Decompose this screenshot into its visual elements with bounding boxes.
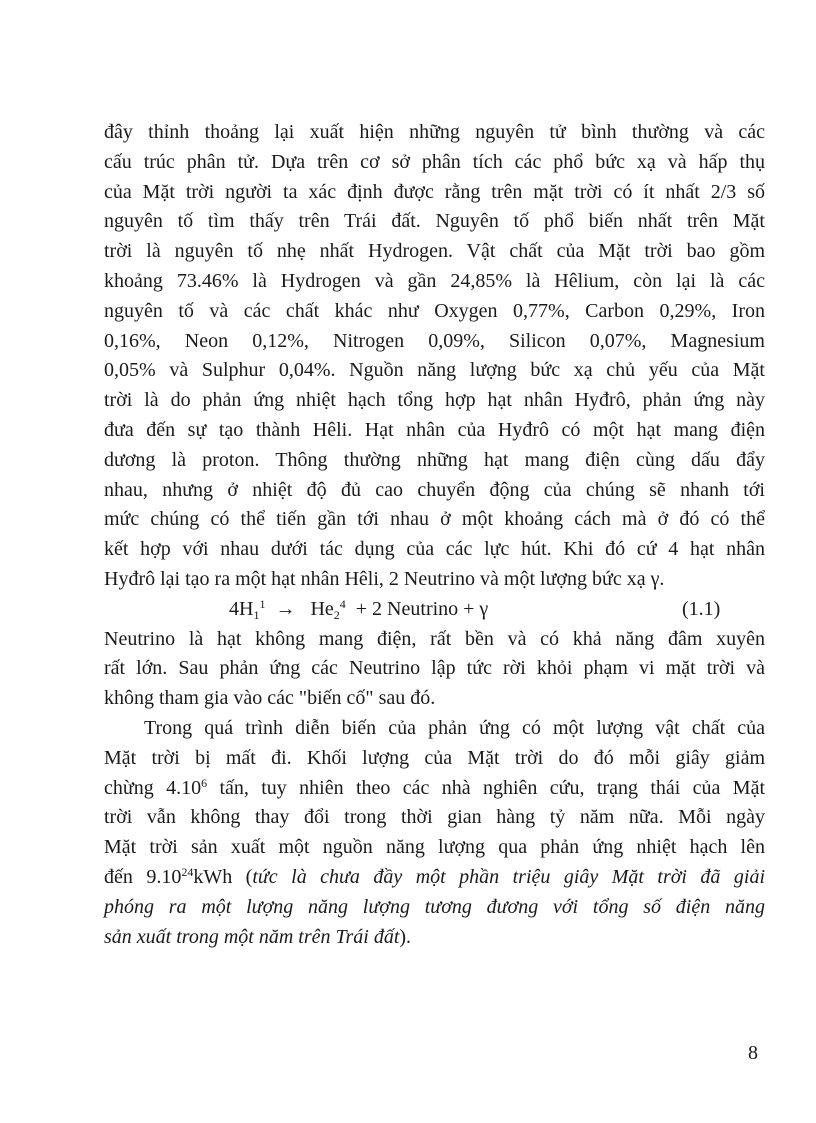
- text-line: nguyên tố tìm thấy trên Trái đất. Nguyên tố phổ biến nhất trên Mặt: [104, 210, 765, 233]
- text-segment: tấn, tuy nhiên theo các nhà nghiên cứu, trạng thái của Mặt: [207, 776, 766, 799]
- paragraph-3: [104, 714, 765, 952]
- reaction-arrow: →: [275, 597, 296, 620]
- text-segment: chừng 4.10: [104, 776, 202, 799]
- text-segment: đến 9.10: [104, 865, 182, 888]
- text-line: dương là proton. Thông thường những hạt mang điện cùng dấu đẩy: [104, 448, 765, 471]
- text-line: không tham gia vào các "biến cố" sau đó.: [104, 687, 436, 710]
- text-line: nhau, nhưng ở nhiệt độ đủ cao chuyển động của chúng sẽ nhanh tới: [104, 478, 765, 501]
- hydrogen-superscript: 1: [259, 596, 266, 611]
- text-line: khoảng 73.46% là Hydrogen và gần 24,85% là Hêlium, còn lại là các: [104, 269, 765, 292]
- page-number: 8: [748, 1042, 758, 1064]
- italic-text: sản xuất trong một năm trên Trái đất: [104, 925, 400, 948]
- equation-number: (1.1): [682, 597, 721, 620]
- text-line: kết hợp với nhau dưới tác dụng của các lực hút. Khi đó cứ 4 hạt nhân: [104, 538, 765, 561]
- paragraph-1: [104, 118, 765, 595]
- text-segment: kWh (: [193, 865, 253, 888]
- text-line: mức chúng có thể tiến gần tới nhau ở một khoảng cách mà ở đó có thể: [104, 508, 765, 531]
- text-segment: ).: [399, 925, 412, 948]
- text-line: trời là nguyên tố nhẹ nhất Hydrogen. Vật chất của Mặt trời bao gồm: [104, 240, 765, 263]
- equation-formula: [229, 595, 488, 625]
- hydrogen-symbol: 4H: [229, 597, 254, 620]
- equation-products: + 2 Neutrino + γ: [355, 597, 489, 620]
- text-line: đưa đến sự tạo thành Hêli. Hạt nhân của Hyđrô có một hạt mang điện: [104, 418, 765, 441]
- text-line: Neutrino là hạt không mang điện, rất bền và có khả năng đâm xuyên: [104, 627, 765, 650]
- text-line: đây thỉnh thoảng lại xuất hiện những nguyên tử bình thường và các: [104, 121, 765, 143]
- text-line: 0,16%, Neon 0,12%, Nitrogen 0,09%, Silicon 0,07%, Magnesium: [104, 329, 765, 352]
- exponent: 24: [181, 864, 194, 879]
- exponent: 6: [201, 775, 208, 790]
- helium-superscript: 4: [339, 596, 346, 611]
- text-line: rất lớn. Sau phản ứng các Neutrino lập tức rời khỏi phạm vi mặt trời và: [104, 657, 765, 680]
- equation-1-1: [104, 595, 765, 625]
- text-line: trời vẫn không thay đổi trong thời gian hàng tỷ năm nữa. Mỗi ngày: [104, 806, 765, 829]
- text-line: Hyđrô lại tạo ra một hạt nhân Hêli, 2 Neutrino và một lượng bức xạ γ.: [104, 567, 665, 590]
- text-line: cấu trúc phân tử. Dựa trên cơ sở phân tích các phổ bức xạ và hấp thụ: [104, 150, 765, 173]
- text-line: [104, 893, 765, 923]
- italic-text: tức là chưa đầy một phần triệu giây Mặt trời đã giải: [252, 865, 765, 888]
- text-line: nguyên tố và các chất khác như Oxygen 0,77%, Carbon 0,29%, Iron: [104, 299, 765, 322]
- paragraph-2: [104, 625, 765, 714]
- text-line: trời là do phản ứng nhiệt hạch tổng hợp hạt nhân Hyđrô, phản ứng này: [104, 389, 765, 412]
- text-line: Mặt trời sản xuất một nguồn năng lượng qua phản ứng nhiệt hạch lên: [104, 836, 765, 859]
- helium-symbol: He: [310, 597, 334, 620]
- text-line: 0,05% và Sulphur 0,04%. Nguồn năng lượng bức xạ chủ yếu của Mặt: [104, 359, 765, 382]
- text-line: Mặt trời bị mất đi. Khối lượng của Mặt trời do đó mỗi giây giảm: [104, 746, 765, 769]
- italic-text: phóng ra một lượng năng lượng tương đương với tổng số điện năng: [104, 895, 765, 918]
- text-line: Trong quá trình diễn biến của phản ứng có một lượng vật chất của: [144, 716, 765, 739]
- helium-subscript: 2: [333, 607, 340, 622]
- text-line: [104, 774, 765, 804]
- text-line: [104, 863, 765, 893]
- text-line: của Mặt trời người ta xác định được rằng trên mặt trời có ít nhất 2/3 số: [104, 180, 765, 203]
- text-line: [104, 923, 765, 953]
- document-body: [104, 118, 765, 952]
- hydrogen-subscript: 1: [253, 607, 260, 622]
